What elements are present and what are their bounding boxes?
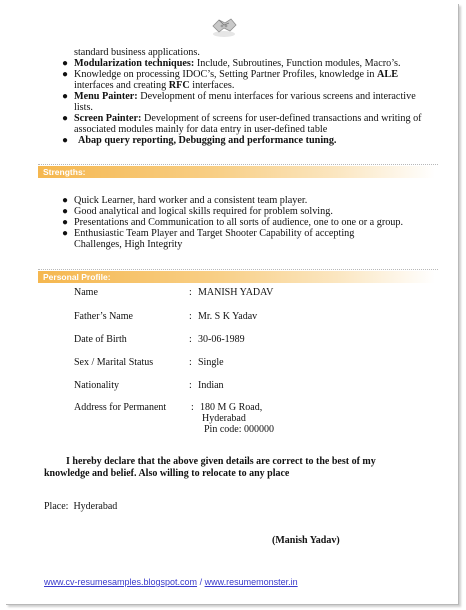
- bullet-icon: ●: [62, 135, 69, 146]
- colon: :: [189, 311, 192, 322]
- list-item: standard business applications.: [74, 47, 200, 58]
- resume-page: [6, 4, 459, 605]
- bullet-icon: ●: [62, 113, 69, 124]
- dob-value: 30-06-1989: [198, 334, 245, 345]
- bullet-icon: ●: [62, 58, 69, 69]
- section-heading-profile: Personal Profile:: [38, 271, 435, 283]
- section-divider: [38, 164, 438, 165]
- colon: :: [189, 357, 192, 368]
- list-item: ● Knowledge on processing IDOC’s, Setting Partner Profiles, knowledge in ALE interfaces and creating RFC interfaces.: [62, 69, 398, 91]
- list-item: ● Good analytical and logical skills required for problem solving.: [62, 206, 333, 217]
- bullet-icon: ●: [62, 91, 69, 102]
- address-line-2: Hyderabad: [202, 413, 246, 424]
- nationality-value: Indian: [198, 380, 224, 391]
- address-line-1: 180 M G Road,: [200, 402, 263, 413]
- colon: :: [189, 287, 192, 298]
- colon: :: [191, 402, 194, 413]
- list-item: ● Enthusiastic Team Player and Target Shooter Capability of accepting Challenges, High Integrity: [62, 228, 355, 250]
- name-value: MANISH YADAV: [198, 287, 274, 298]
- dob-label: Date of Birth: [74, 334, 127, 345]
- father-value: Mr. S K Yadav: [198, 311, 258, 322]
- list-item: ● Modularization techniques: Include, Subroutines, Function modules, Macro’s.: [62, 58, 401, 69]
- section-heading-strengths: Strengths:: [38, 166, 435, 178]
- footer-links: www.cv-resumesamples.blogspot.com / www.resumemonster.in: [44, 577, 298, 587]
- list-item: ● Screen Painter: Development of screens for user-defined transactions and writing of associated modules mainly for data entry in user-defined table: [62, 113, 422, 135]
- colon: :: [189, 334, 192, 345]
- list-item: ● Abap query reporting, Debugging and performance tuning.: [62, 135, 337, 146]
- address-label: Address for Permanent: [74, 402, 167, 413]
- list-item: ● Quick Learner, hard worker and a consistent team player.: [62, 195, 308, 206]
- bullet-icon: ●: [62, 195, 69, 206]
- signature: (Manish Yadav): [272, 535, 340, 546]
- status-value: Single: [198, 357, 224, 368]
- strengths-list: [62, 195, 442, 250]
- bullet-icon: ●: [62, 217, 69, 228]
- footer-link-resumemonster[interactable]: www.resumemonster.in: [204, 577, 298, 587]
- list-item: ● Menu Painter: Development of menu interfaces for various screens and interactive lists.: [62, 91, 416, 113]
- status-label: Sex / Marital Status: [74, 357, 154, 368]
- nationality-label: Nationality: [74, 380, 119, 391]
- section-divider: [38, 269, 438, 270]
- colon: :: [189, 380, 192, 391]
- declaration: I hereby declare that the above given details are correct to the best of my knowledge and belief. Also willing to relocate to any place: [44, 456, 376, 479]
- place-line: Place: Hyderabad: [44, 501, 118, 512]
- address-line-3: Pin code: 000000: [204, 424, 274, 435]
- skills-list: [62, 47, 442, 146]
- bullet-icon: ●: [62, 69, 69, 80]
- bullet-icon: ●: [62, 228, 69, 239]
- name-label: Name: [74, 287, 98, 298]
- handshake-icon: [210, 14, 238, 38]
- footer-link-cv-resumesamples[interactable]: www.cv-resumesamples.blogspot.com: [44, 577, 198, 587]
- bullet-icon: ●: [62, 206, 69, 217]
- father-label: Father’s Name: [74, 311, 133, 322]
- list-item: ● Presentations and Communication to all sorts of audience, one to one or a group.: [62, 217, 404, 228]
